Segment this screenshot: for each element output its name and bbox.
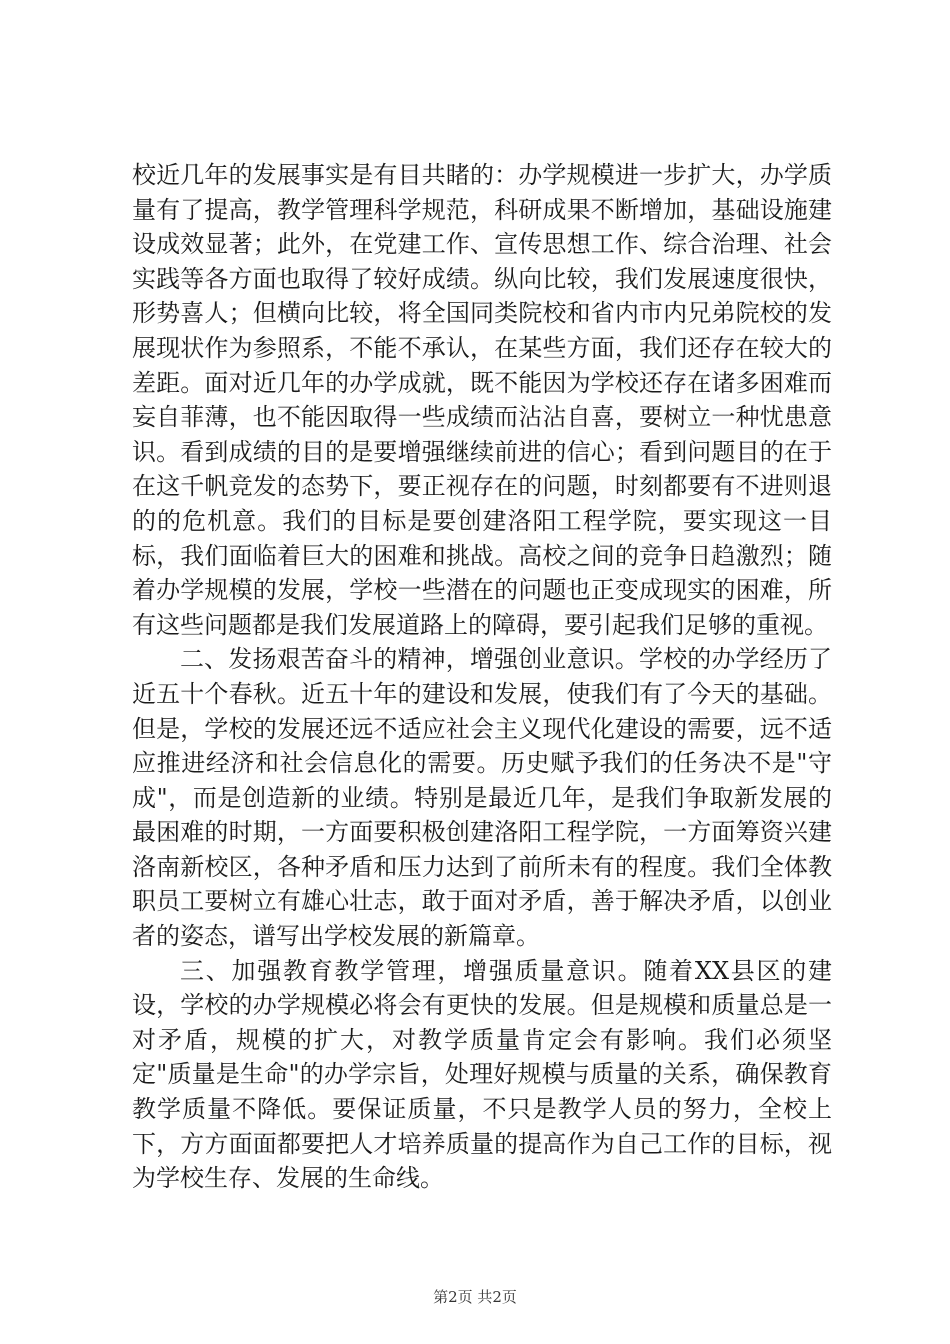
document-body — [132, 158, 832, 1196]
paragraph-section-two: 二、发扬艰苦奋斗的精神，增强创业意识。学校的办学经历了近五十个春秋。近五十年的建设和发展，使我们有了今天的基础。但是，学校的发展还远不适应社会主义现代化建设的需要，远不适应推进经济和社会信息化的需要。历史赋予我们的任务决不是"守成"，而是创造新的业绩。特别是最近几年，是我们争取新发展的最困难的时期，一方面要积极创建洛阳工程学院，一方面筹资兴建洛南新校区，各种矛盾和压力达到了前所未有的程度。我们全体教职员工要树立有雄心壮志，敢于面对矛盾，善于解决矛盾，以创业者的姿态，谱写出学校发展的新篇章。 — [132, 645, 832, 951]
page-footer: 第2页 共2页 — [433, 1288, 517, 1306]
paragraph-continuation: 校近几年的发展事实是有目共睹的：办学规模进一步扩大，办学质量有了提高，教学管理科学规范，科研成果不断增加，基础设施建设成效显著；此外，在党建工作、宣传思想工作、综合治理、社会实践等各方面也取得了较好成绩。纵向比较，我们发展速度很快，形势喜人；但横向比较，将全国同类院校和省内市内兄弟院校的发展现状作为参照系，不能不承认，在某些方面，我们还存在较大的差距。面对近几年的办学成就，既不能因为学校还存在诸多困难而妄自菲薄，也不能因取得一些成绩而沾沾自喜，要树立一种忧患意识。看到成绩的目的是要增强继续前进的信心；看到问题目的在于在这千帆竞发的态势下，要正视存在的问题，时刻都要有不进则退的的危机意。我们的目标是要创建洛阳工程学院，要实现这一目标，我们面临着巨大的困难和挑战。高校之间的竞争日趋激烈；随着办学规模的发展，学校一些潜在的问题也正变成现实的困难，所有这些问题都是我们发展道路上的障碍，要引起我们足够的重视。 — [132, 161, 832, 639]
paragraph-section-three: 三、加强教育教学管理，增强质量意识。随着XX县区的建设，学校的办学规模必将会有更快的发展。但是规模和质量总是一对矛盾，规模的扩大，对教学质量肯定会有影响。我们必须坚定"质量是生命"的办学宗旨，处理好规模与质量的关系，确保教育教学质量不降低。要保证质量，不只是教学人员的努力，全校上下，方方面面都要把人才培养质量的提高作为自己工作的目标，视为学校生存、发展的生命线。 — [132, 956, 832, 1193]
